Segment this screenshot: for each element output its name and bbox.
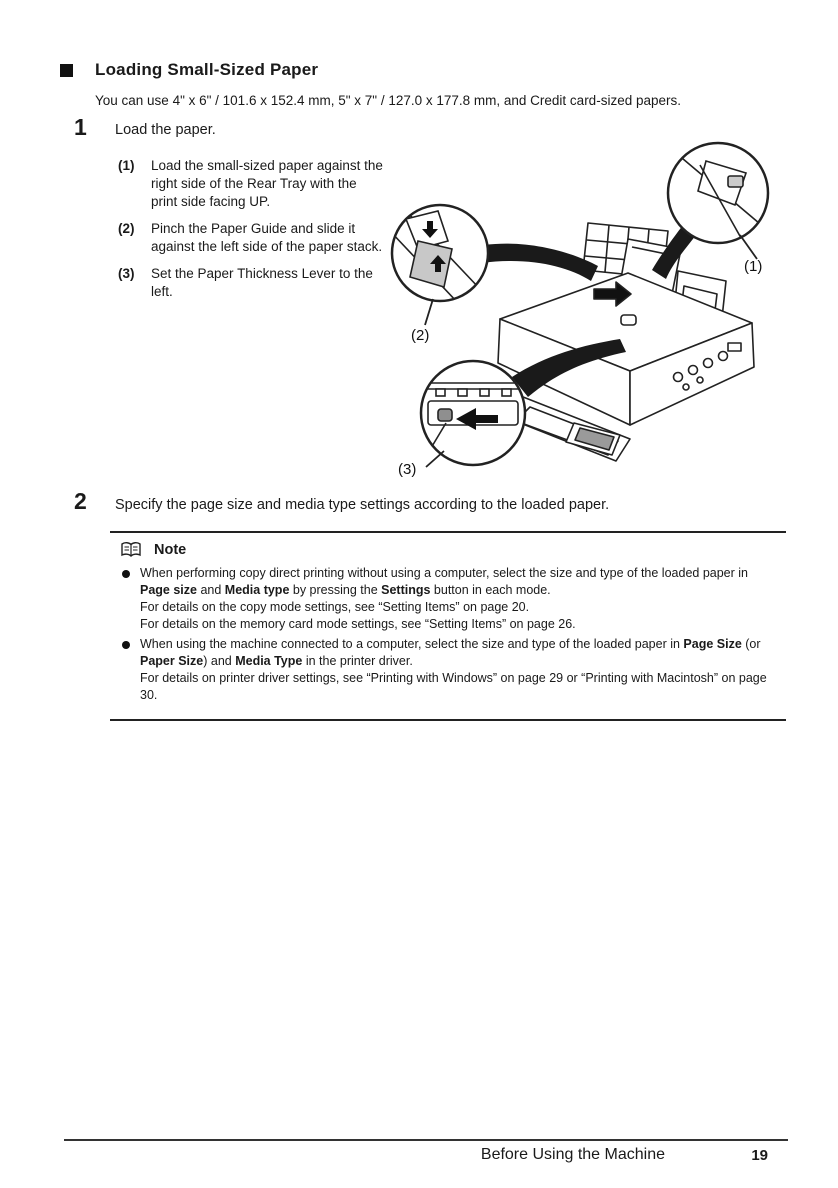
- photo-in-tray: [566, 423, 620, 455]
- step-2-text: Specify the page size and media type settings according to the loaded paper.: [115, 497, 610, 513]
- substep-1-label: (1): [118, 158, 135, 173]
- square-bullet-icon: [60, 64, 73, 77]
- substep-2-label: (2): [118, 220, 135, 236]
- substep-3-text: Set the Paper Thickness Lever to the left.: [151, 265, 373, 299]
- note-bullet-2: [120, 636, 786, 704]
- step-1-number: 1: [74, 114, 87, 140]
- substep-3-label: (3): [118, 265, 135, 281]
- step-1-text: Load the paper.: [115, 122, 216, 138]
- intro-text: You can use 4" x 6" / 101.6 x 152.4 mm, 5" x 7" / 127.0 x 177.8 mm, and Credit card-sized papers.: [95, 93, 681, 108]
- callout-circle-3: [421, 361, 525, 465]
- bullet-dot-icon: [122, 641, 130, 649]
- printer-figure-svg: [378, 123, 818, 483]
- substep-1: [118, 157, 386, 211]
- swoosh-to-callout-2: [482, 244, 598, 281]
- note-header: [120, 541, 786, 558]
- note-bullet-1-text: When performing copy direct printing without using a computer, select the size and type of the loaded paper in Page size and Media type by pressing the Settings button in each mode. For details on the copy mode settings, see “Setting Items” on page 20. For details on the memory card mode settings, see “Setting Items” on page 26.: [140, 566, 748, 631]
- substep-2: [118, 220, 386, 256]
- note-bullet-2-text: When using the machine connected to a computer, select the size and type of the loaded paper in Page Size (or Paper Size) and Media Type in the printer driver. For details on printer driver settings, see “Printing with Windows” on page 29 or “Printing with Macintosh” on page 30.: [140, 637, 767, 702]
- footer-page-number: 19: [751, 1147, 768, 1164]
- note-box: [110, 531, 786, 721]
- callout-circle-2: [390, 205, 488, 303]
- callout-label-1: (1): [744, 258, 763, 275]
- substep-3: [118, 265, 386, 301]
- note-bullet-1: [120, 565, 786, 633]
- note-book-icon: [120, 541, 142, 558]
- substep-1-text: Load the small-sized paper against the right side of the Rear Tray with the print side facing UP.: [151, 158, 383, 209]
- callout-3-leader: [426, 451, 444, 467]
- printer-illustration: [378, 123, 818, 483]
- substep-2-text: Pinch the Paper Guide and slide it against the left side of the paper stack.: [151, 220, 383, 254]
- substep-list: [118, 157, 386, 310]
- bullet-dot-icon: [122, 570, 130, 578]
- callout-2-leader: [425, 299, 433, 325]
- step-2-number: 2: [74, 488, 87, 514]
- note-title: Note: [154, 541, 187, 558]
- footer-rule: [64, 1139, 788, 1141]
- callout-label-2: (2): [411, 327, 430, 344]
- callout-label-3: (3): [398, 461, 417, 478]
- footer-chapter-title: Before Using the Machine: [480, 1146, 665, 1163]
- section-heading: [60, 60, 318, 80]
- callout-1-leader: [740, 235, 757, 259]
- section-title: Loading Small-Sized Paper: [95, 60, 319, 79]
